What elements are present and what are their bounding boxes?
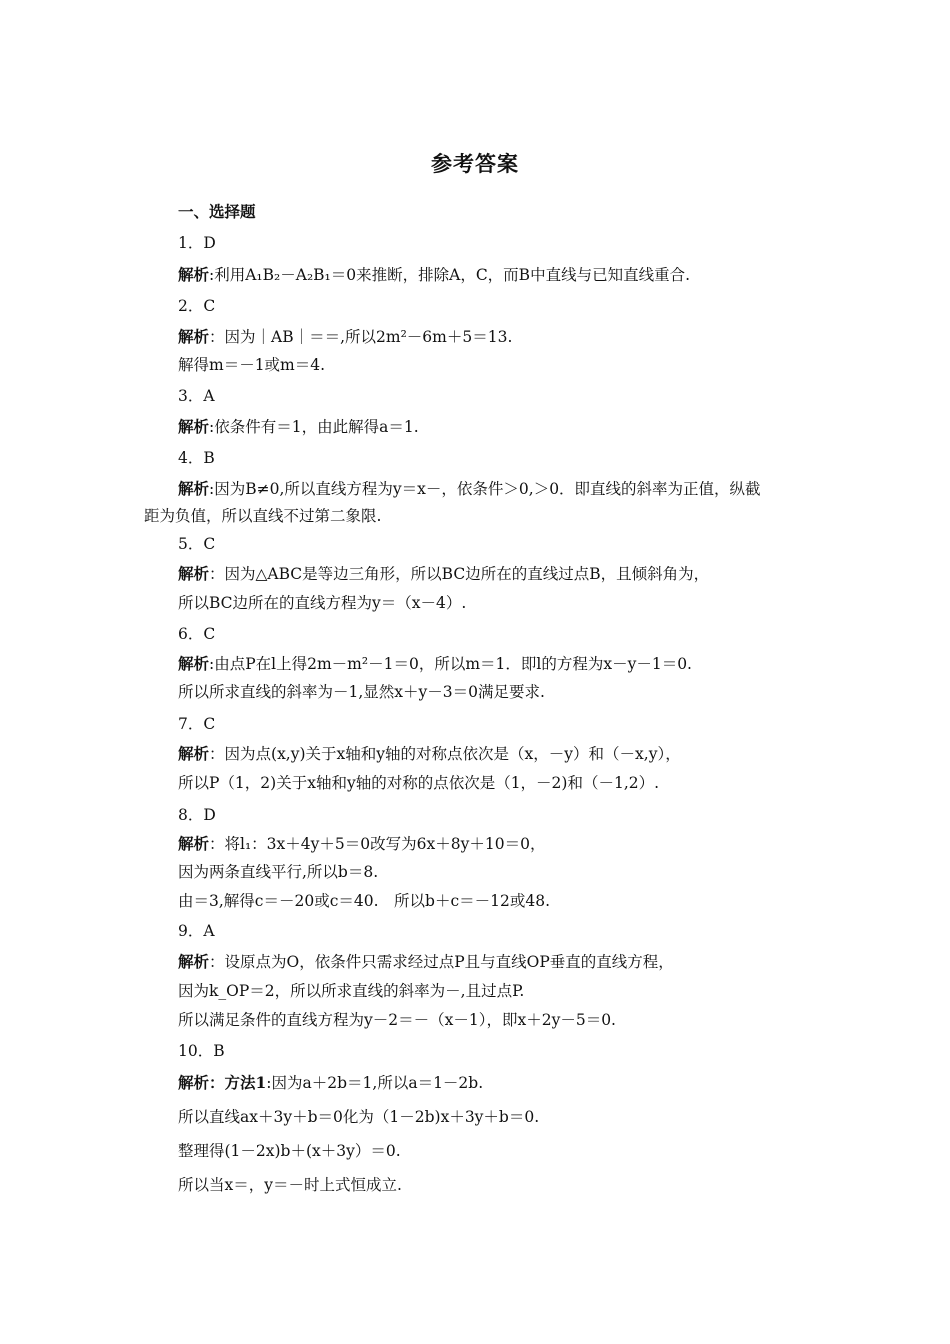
question-answer: [178, 296, 215, 316]
analysis-label: 解析: [178, 952, 210, 971]
analysis-label: 解析: [178, 744, 210, 763]
analysis-label: 解析: [178, 327, 210, 346]
question-answer: [178, 624, 215, 644]
line-text: :因为B≠0,所以直线方程为y＝x－，依条件＞0,＞0．即直线的斜率为正值，纵截: [209, 480, 761, 498]
question-answer: [178, 1041, 225, 1061]
line-text: 4．B: [178, 449, 215, 467]
line-text: 所以当x＝，y＝－时上式恒成立.: [178, 1176, 402, 1194]
line-text: 3．A: [178, 387, 215, 405]
analysis-line: [178, 834, 545, 854]
line-text: 距为负值，所以直线不过第二象限.: [144, 507, 382, 525]
line-text: 所以BC边所在的直线方程为y＝（x－4）.: [178, 594, 467, 612]
line-text: 9．A: [178, 922, 215, 940]
analysis-line: [178, 327, 512, 347]
line-text: ：因为△ABC是等边三角形，所以BC边所在的直线过点B，且倾斜角为，: [209, 565, 710, 583]
analysis-line: [178, 1073, 483, 1093]
line-text: 5．C: [178, 535, 216, 553]
line-text: ：因为｜AB｜＝＝,所以2m²－6m＋5＝13.: [209, 328, 513, 346]
section-heading: 一、选择题: [178, 202, 256, 221]
line-text: 因为两条直线平行,所以b＝8.: [178, 863, 379, 881]
line-text: 1．D: [178, 234, 216, 252]
line-text: ：将l₁：3x＋4y＋5＝0改写为6x＋8y＋10＝0，: [209, 835, 546, 853]
line-text: 整理得(1－2x)b＋(x＋3y）＝0.: [178, 1142, 401, 1160]
question-answer: [178, 534, 215, 554]
line-text: 所以所求直线的斜率为－1,显然x＋y－3＝0满足要求.: [178, 683, 545, 701]
analysis-continuation: [178, 593, 466, 613]
analysis-label: 解析: [178, 834, 210, 853]
line-text: :因为a＋2b＝1,所以a＝1－2b.: [266, 1074, 484, 1092]
question-answer: [178, 714, 215, 734]
analysis-line: [178, 564, 709, 584]
analysis-line: [178, 744, 681, 764]
question-answer: [178, 805, 216, 825]
analysis-label: 解析: [178, 479, 210, 498]
analysis-label: 解析: [178, 417, 210, 436]
line-text: 所以直线ax＋3y＋b＝0化为（1－2b)x＋3y＋b＝0.: [178, 1108, 540, 1126]
analysis-continuation: [178, 1175, 402, 1195]
analysis-continuation: [144, 506, 381, 526]
analysis-continuation: [178, 891, 550, 911]
line-text: 由＝3,解得c＝－20或c＝40. 所以b＋c＝－12或48.: [178, 892, 551, 910]
line-text: ：设原点为O，依条件只需求经过点P且与直线OP垂直的直线方程，: [209, 953, 674, 971]
line-text: 因为k_OP＝2，所以所求直线的斜率为－,且过点P.: [178, 982, 525, 1000]
question-answer: [178, 233, 216, 253]
question-answer: [178, 921, 215, 941]
analysis-continuation: [178, 981, 524, 1001]
analysis-line: [178, 265, 690, 285]
line-text: 所以满足条件的直线方程为y－2＝－（x－1），即x＋2y－5＝0.: [178, 1011, 616, 1029]
analysis-continuation: [178, 1010, 616, 1030]
line-text: 10．B: [178, 1042, 225, 1060]
line-text: 7．C: [178, 715, 216, 733]
analysis-label: 解析: [178, 265, 210, 284]
line-text: ：因为点(x,y)关于x轴和y轴的对称点依次是（x，－y）和（－x,y），: [209, 745, 681, 763]
line-text: :由点P在l上得2m－m²－1＝0，所以m＝1．即l的方程为x－y－1＝0.: [209, 655, 692, 673]
analysis-continuation: [178, 1141, 401, 1161]
page-title: 参考答案: [431, 151, 519, 176]
analysis-line: [178, 952, 674, 972]
analysis-label: 解析: [178, 564, 210, 583]
analysis-continuation: [178, 862, 378, 882]
line-text: 8．D: [178, 806, 216, 824]
analysis-continuation: [178, 1107, 539, 1127]
line-text: :依条件有＝1，由此解得a＝1.: [209, 418, 419, 436]
analysis-label: 解析：方法1: [178, 1073, 267, 1092]
analysis-label: 解析: [178, 654, 210, 673]
analysis-line: [178, 479, 761, 499]
analysis-continuation: [178, 682, 545, 702]
analysis-line: [178, 654, 692, 674]
question-answer: [178, 448, 215, 468]
line-text: 解得m＝－1或m＝4.: [178, 356, 326, 374]
question-answer: [178, 386, 215, 406]
line-text: :利用A₁B₂－A₂B₁＝0来推断，排除A，C，而B中直线与已知直线重合.: [209, 266, 690, 284]
line-text: 2．C: [178, 297, 216, 315]
analysis-continuation: [178, 355, 325, 375]
line-text: 6．C: [178, 625, 216, 643]
analysis-continuation: [178, 773, 659, 793]
line-text: 所以P（1，2)关于x轴和y轴的对称的点依次是（1，－2)和（－1,2）.: [178, 774, 660, 792]
analysis-line: [178, 417, 419, 437]
